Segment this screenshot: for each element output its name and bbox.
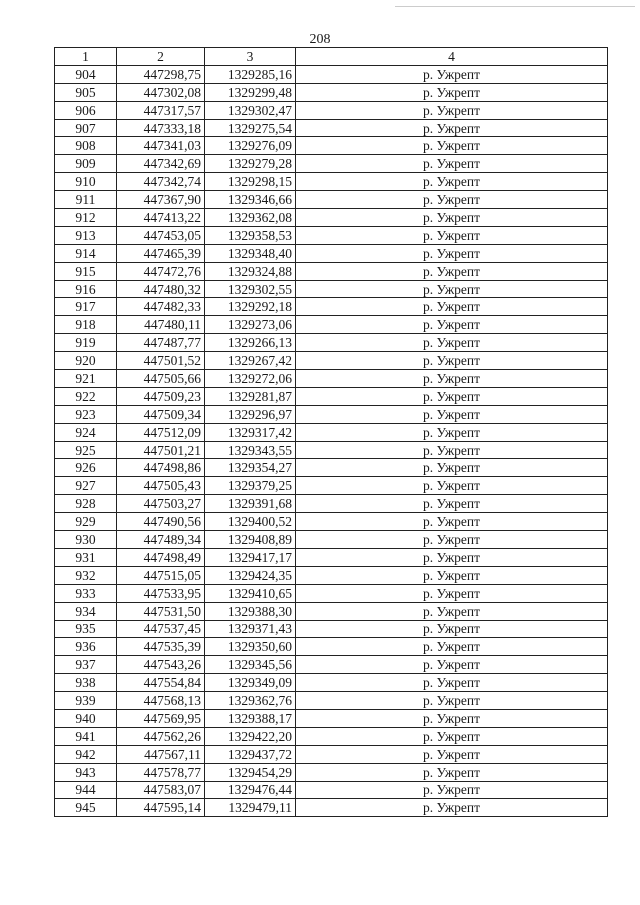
y-coordinate-cell: 1329266,13 bbox=[205, 334, 296, 352]
x-coordinate-cell: 447515,05 bbox=[117, 566, 205, 584]
location-name-cell: р. Ужрепт bbox=[296, 101, 608, 119]
y-coordinate-cell: 1329354,27 bbox=[205, 459, 296, 477]
x-coordinate-cell: 447342,74 bbox=[117, 173, 205, 191]
y-coordinate-cell: 1329410,65 bbox=[205, 584, 296, 602]
table-row bbox=[55, 638, 608, 656]
table-row bbox=[55, 477, 608, 495]
x-coordinate-cell: 447595,14 bbox=[117, 799, 205, 817]
point-number-cell: 937 bbox=[55, 656, 117, 674]
point-number-cell: 920 bbox=[55, 352, 117, 370]
location-name-cell: р. Ужрепт bbox=[296, 763, 608, 781]
y-coordinate-cell: 1329408,89 bbox=[205, 531, 296, 549]
table-row bbox=[55, 405, 608, 423]
y-coordinate-cell: 1329454,29 bbox=[205, 763, 296, 781]
table-row bbox=[55, 745, 608, 763]
y-coordinate-cell: 1329343,55 bbox=[205, 441, 296, 459]
y-coordinate-cell: 1329424,35 bbox=[205, 566, 296, 584]
x-coordinate-cell: 447341,03 bbox=[117, 137, 205, 155]
point-number-cell: 936 bbox=[55, 638, 117, 656]
table-body bbox=[55, 65, 608, 816]
table-row bbox=[55, 441, 608, 459]
table-row bbox=[55, 692, 608, 710]
x-coordinate-cell: 447583,07 bbox=[117, 781, 205, 799]
point-number-cell: 905 bbox=[55, 83, 117, 101]
table-row bbox=[55, 262, 608, 280]
y-coordinate-cell: 1329349,09 bbox=[205, 674, 296, 692]
x-coordinate-cell: 447509,23 bbox=[117, 387, 205, 405]
y-coordinate-cell: 1329267,42 bbox=[205, 352, 296, 370]
table-row bbox=[55, 709, 608, 727]
x-coordinate-cell: 447298,75 bbox=[117, 65, 205, 83]
location-name-cell: р. Ужрепт bbox=[296, 370, 608, 388]
y-coordinate-cell: 1329362,76 bbox=[205, 692, 296, 710]
table-row bbox=[55, 459, 608, 477]
location-name-cell: р. Ужрепт bbox=[296, 262, 608, 280]
y-coordinate-cell: 1329358,53 bbox=[205, 226, 296, 244]
point-number-cell: 907 bbox=[55, 119, 117, 137]
column-header: 4 bbox=[296, 48, 608, 66]
point-number-cell: 935 bbox=[55, 620, 117, 638]
table-row bbox=[55, 763, 608, 781]
y-coordinate-cell: 1329275,54 bbox=[205, 119, 296, 137]
x-coordinate-cell: 447569,95 bbox=[117, 709, 205, 727]
x-coordinate-cell: 447317,57 bbox=[117, 101, 205, 119]
x-coordinate-cell: 447342,69 bbox=[117, 155, 205, 173]
table-row bbox=[55, 727, 608, 745]
location-name-cell: р. Ужрепт bbox=[296, 65, 608, 83]
table-row bbox=[55, 656, 608, 674]
y-coordinate-cell: 1329417,17 bbox=[205, 548, 296, 566]
location-name-cell: р. Ужрепт bbox=[296, 423, 608, 441]
location-name-cell: р. Ужрепт bbox=[296, 620, 608, 638]
table-row bbox=[55, 173, 608, 191]
location-name-cell: р. Ужрепт bbox=[296, 405, 608, 423]
x-coordinate-cell: 447498,86 bbox=[117, 459, 205, 477]
table-row bbox=[55, 387, 608, 405]
point-number-cell: 930 bbox=[55, 531, 117, 549]
point-number-cell: 909 bbox=[55, 155, 117, 173]
y-coordinate-cell: 1329400,52 bbox=[205, 513, 296, 531]
point-number-cell: 916 bbox=[55, 280, 117, 298]
location-name-cell: р. Ужрепт bbox=[296, 280, 608, 298]
x-coordinate-cell: 447533,95 bbox=[117, 584, 205, 602]
point-number-cell: 938 bbox=[55, 674, 117, 692]
location-name-cell: р. Ужрепт bbox=[296, 298, 608, 316]
point-number-cell: 911 bbox=[55, 191, 117, 209]
y-coordinate-cell: 1329302,55 bbox=[205, 280, 296, 298]
y-coordinate-cell: 1329281,87 bbox=[205, 387, 296, 405]
table-row bbox=[55, 119, 608, 137]
column-header: 3 bbox=[205, 48, 296, 66]
x-coordinate-cell: 447367,90 bbox=[117, 191, 205, 209]
y-coordinate-cell: 1329298,15 bbox=[205, 173, 296, 191]
point-number-cell: 925 bbox=[55, 441, 117, 459]
table-row bbox=[55, 674, 608, 692]
table-row bbox=[55, 584, 608, 602]
table-row bbox=[55, 316, 608, 334]
table-row bbox=[55, 531, 608, 549]
point-number-cell: 919 bbox=[55, 334, 117, 352]
point-number-cell: 934 bbox=[55, 602, 117, 620]
point-number-cell: 926 bbox=[55, 459, 117, 477]
x-coordinate-cell: 447413,22 bbox=[117, 209, 205, 227]
table-row bbox=[55, 495, 608, 513]
coordinates-table bbox=[54, 47, 608, 817]
x-coordinate-cell: 447554,84 bbox=[117, 674, 205, 692]
x-coordinate-cell: 447537,45 bbox=[117, 620, 205, 638]
y-coordinate-cell: 1329279,28 bbox=[205, 155, 296, 173]
table-row bbox=[55, 334, 608, 352]
table-row bbox=[55, 620, 608, 638]
y-coordinate-cell: 1329324,88 bbox=[205, 262, 296, 280]
x-coordinate-cell: 447562,26 bbox=[117, 727, 205, 745]
location-name-cell: р. Ужрепт bbox=[296, 531, 608, 549]
y-coordinate-cell: 1329299,48 bbox=[205, 83, 296, 101]
y-coordinate-cell: 1329476,44 bbox=[205, 781, 296, 799]
x-coordinate-cell: 447472,76 bbox=[117, 262, 205, 280]
x-coordinate-cell: 447543,26 bbox=[117, 656, 205, 674]
location-name-cell: р. Ужрепт bbox=[296, 119, 608, 137]
point-number-cell: 904 bbox=[55, 65, 117, 83]
x-coordinate-cell: 447568,13 bbox=[117, 692, 205, 710]
point-number-cell: 927 bbox=[55, 477, 117, 495]
point-number-cell: 924 bbox=[55, 423, 117, 441]
table-row bbox=[55, 226, 608, 244]
point-number-cell: 932 bbox=[55, 566, 117, 584]
location-name-cell: р. Ужрепт bbox=[296, 548, 608, 566]
x-coordinate-cell: 447487,77 bbox=[117, 334, 205, 352]
y-coordinate-cell: 1329350,60 bbox=[205, 638, 296, 656]
y-coordinate-cell: 1329296,97 bbox=[205, 405, 296, 423]
table-row bbox=[55, 137, 608, 155]
point-number-cell: 944 bbox=[55, 781, 117, 799]
point-number-cell: 915 bbox=[55, 262, 117, 280]
location-name-cell: р. Ужрепт bbox=[296, 513, 608, 531]
point-number-cell: 906 bbox=[55, 101, 117, 119]
y-coordinate-cell: 1329437,72 bbox=[205, 745, 296, 763]
table-header-row bbox=[55, 48, 608, 66]
table-row bbox=[55, 513, 608, 531]
x-coordinate-cell: 447465,39 bbox=[117, 244, 205, 262]
y-coordinate-cell: 1329379,25 bbox=[205, 477, 296, 495]
table-row bbox=[55, 298, 608, 316]
y-coordinate-cell: 1329388,30 bbox=[205, 602, 296, 620]
location-name-cell: р. Ужрепт bbox=[296, 638, 608, 656]
location-name-cell: р. Ужрепт bbox=[296, 495, 608, 513]
location-name-cell: р. Ужрепт bbox=[296, 692, 608, 710]
point-number-cell: 940 bbox=[55, 709, 117, 727]
location-name-cell: р. Ужрепт bbox=[296, 441, 608, 459]
table-row bbox=[55, 280, 608, 298]
location-name-cell: р. Ужрепт bbox=[296, 709, 608, 727]
location-name-cell: р. Ужрепт bbox=[296, 244, 608, 262]
point-number-cell: 942 bbox=[55, 745, 117, 763]
table-row bbox=[55, 370, 608, 388]
y-coordinate-cell: 1329371,43 bbox=[205, 620, 296, 638]
y-coordinate-cell: 1329346,66 bbox=[205, 191, 296, 209]
x-coordinate-cell: 447505,43 bbox=[117, 477, 205, 495]
x-coordinate-cell: 447482,33 bbox=[117, 298, 205, 316]
location-name-cell: р. Ужрепт bbox=[296, 352, 608, 370]
x-coordinate-cell: 447498,49 bbox=[117, 548, 205, 566]
x-coordinate-cell: 447501,21 bbox=[117, 441, 205, 459]
table-row bbox=[55, 101, 608, 119]
y-coordinate-cell: 1329362,08 bbox=[205, 209, 296, 227]
y-coordinate-cell: 1329273,06 bbox=[205, 316, 296, 334]
point-number-cell: 913 bbox=[55, 226, 117, 244]
location-name-cell: р. Ужрепт bbox=[296, 155, 608, 173]
location-name-cell: р. Ужрепт bbox=[296, 83, 608, 101]
column-header: 2 bbox=[117, 48, 205, 66]
x-coordinate-cell: 447453,05 bbox=[117, 226, 205, 244]
location-name-cell: р. Ужрепт bbox=[296, 191, 608, 209]
point-number-cell: 931 bbox=[55, 548, 117, 566]
page-number: 208 bbox=[309, 32, 331, 47]
x-coordinate-cell: 447480,32 bbox=[117, 280, 205, 298]
location-name-cell: р. Ужрепт bbox=[296, 566, 608, 584]
x-coordinate-cell: 447505,66 bbox=[117, 370, 205, 388]
table-row bbox=[55, 566, 608, 584]
y-coordinate-cell: 1329345,56 bbox=[205, 656, 296, 674]
location-name-cell: р. Ужрепт bbox=[296, 137, 608, 155]
point-number-cell: 921 bbox=[55, 370, 117, 388]
table-row bbox=[55, 155, 608, 173]
table-row bbox=[55, 244, 608, 262]
x-coordinate-cell: 447512,09 bbox=[117, 423, 205, 441]
location-name-cell: р. Ужрепт bbox=[296, 209, 608, 227]
point-number-cell: 923 bbox=[55, 405, 117, 423]
table-row bbox=[55, 781, 608, 799]
point-number-cell: 941 bbox=[55, 727, 117, 745]
point-number-cell: 922 bbox=[55, 387, 117, 405]
x-coordinate-cell: 447302,08 bbox=[117, 83, 205, 101]
location-name-cell: р. Ужрепт bbox=[296, 799, 608, 817]
y-coordinate-cell: 1329391,68 bbox=[205, 495, 296, 513]
table-row bbox=[55, 352, 608, 370]
table-row bbox=[55, 548, 608, 566]
point-number-cell: 943 bbox=[55, 763, 117, 781]
y-coordinate-cell: 1329276,09 bbox=[205, 137, 296, 155]
table-row bbox=[55, 602, 608, 620]
point-number-cell: 908 bbox=[55, 137, 117, 155]
x-coordinate-cell: 447490,56 bbox=[117, 513, 205, 531]
location-name-cell: р. Ужрепт bbox=[296, 745, 608, 763]
x-coordinate-cell: 447501,52 bbox=[117, 352, 205, 370]
table-row bbox=[55, 65, 608, 83]
table-row bbox=[55, 423, 608, 441]
location-name-cell: р. Ужрепт bbox=[296, 602, 608, 620]
point-number-cell: 933 bbox=[55, 584, 117, 602]
point-number-cell: 928 bbox=[55, 495, 117, 513]
y-coordinate-cell: 1329317,42 bbox=[205, 423, 296, 441]
x-coordinate-cell: 447480,11 bbox=[117, 316, 205, 334]
x-coordinate-cell: 447578,77 bbox=[117, 763, 205, 781]
location-name-cell: р. Ужрепт bbox=[296, 387, 608, 405]
location-name-cell: р. Ужрепт bbox=[296, 334, 608, 352]
location-name-cell: р. Ужрепт bbox=[296, 674, 608, 692]
x-coordinate-cell: 447509,34 bbox=[117, 405, 205, 423]
x-coordinate-cell: 447567,11 bbox=[117, 745, 205, 763]
location-name-cell: р. Ужрепт bbox=[296, 477, 608, 495]
table-row bbox=[55, 191, 608, 209]
location-name-cell: р. Ужрепт bbox=[296, 656, 608, 674]
location-name-cell: р. Ужрепт bbox=[296, 316, 608, 334]
location-name-cell: р. Ужрепт bbox=[296, 226, 608, 244]
location-name-cell: р. Ужрепт bbox=[296, 584, 608, 602]
location-name-cell: р. Ужрепт bbox=[296, 781, 608, 799]
point-number-cell: 914 bbox=[55, 244, 117, 262]
point-number-cell: 912 bbox=[55, 209, 117, 227]
location-name-cell: р. Ужрепт bbox=[296, 173, 608, 191]
x-coordinate-cell: 447531,50 bbox=[117, 602, 205, 620]
point-number-cell: 945 bbox=[55, 799, 117, 817]
x-coordinate-cell: 447489,34 bbox=[117, 531, 205, 549]
y-coordinate-cell: 1329388,17 bbox=[205, 709, 296, 727]
y-coordinate-cell: 1329348,40 bbox=[205, 244, 296, 262]
y-coordinate-cell: 1329422,20 bbox=[205, 727, 296, 745]
point-number-cell: 910 bbox=[55, 173, 117, 191]
location-name-cell: р. Ужрепт bbox=[296, 727, 608, 745]
table-row bbox=[55, 799, 608, 817]
table-row bbox=[55, 209, 608, 227]
column-header: 1 bbox=[55, 48, 117, 66]
y-coordinate-cell: 1329302,47 bbox=[205, 101, 296, 119]
point-number-cell: 939 bbox=[55, 692, 117, 710]
y-coordinate-cell: 1329272,06 bbox=[205, 370, 296, 388]
y-coordinate-cell: 1329479,11 bbox=[205, 799, 296, 817]
y-coordinate-cell: 1329292,18 bbox=[205, 298, 296, 316]
point-number-cell: 929 bbox=[55, 513, 117, 531]
point-number-cell: 918 bbox=[55, 316, 117, 334]
scan-edge-line bbox=[395, 6, 635, 7]
location-name-cell: р. Ужрепт bbox=[296, 459, 608, 477]
table-row bbox=[55, 83, 608, 101]
x-coordinate-cell: 447503,27 bbox=[117, 495, 205, 513]
x-coordinate-cell: 447333,18 bbox=[117, 119, 205, 137]
y-coordinate-cell: 1329285,16 bbox=[205, 65, 296, 83]
x-coordinate-cell: 447535,39 bbox=[117, 638, 205, 656]
point-number-cell: 917 bbox=[55, 298, 117, 316]
